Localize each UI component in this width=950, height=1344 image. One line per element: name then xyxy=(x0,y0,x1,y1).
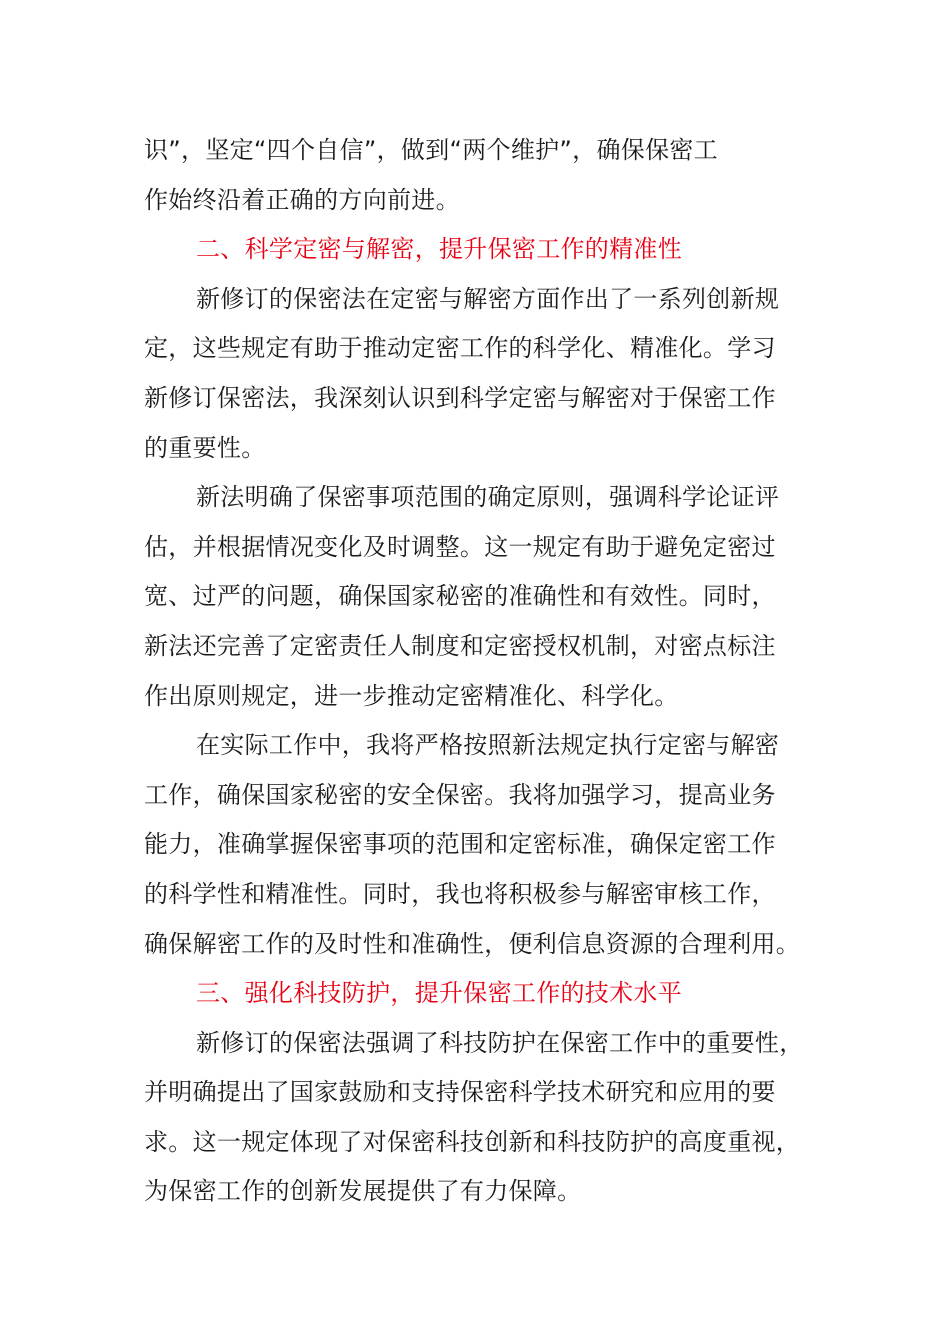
text-line: 的科学性和精准性。同时，我也将积极参与解密审核工作， xyxy=(144,879,776,908)
paragraph-start: 新修订的保密法强调了科技防护在保密工作中的重要性， xyxy=(196,1028,804,1057)
text-line: 定，这些规定有助于推动定密工作的科学化、精准化。学习 xyxy=(144,334,776,363)
text-line: 为保密工作的创新发展提供了有力保障。 xyxy=(144,1177,582,1206)
text-line: 并明确提出了国家鼓励和支持保密科学技术研究和应用的要 xyxy=(144,1078,776,1107)
text-line: 新法还完善了定密责任人制度和定密授权机制，对密点标注 xyxy=(144,631,776,660)
section-heading-2: 二、科学定密与解密，提升保密工作的精准性 xyxy=(196,235,682,264)
text-line: 确保解密工作的及时性和准确性，便利信息资源的合理利用。 xyxy=(144,929,801,958)
text-line: 能力，准确掌握保密事项的范围和定密标准，确保定密工作 xyxy=(144,830,776,859)
text-line: 作始终沿着正确的方向前进。 xyxy=(144,185,460,214)
text-line: 的重要性。 xyxy=(144,433,266,462)
text-line: 识”，坚定“四个自信”，做到“两个维护”，确保保密工 xyxy=(144,136,718,164)
text-line: 估，并根据情况变化及时调整。这一规定有助于避免定密过 xyxy=(144,532,776,561)
text-line: 作出原则规定，进一步推动定密精准化、科学化。 xyxy=(144,681,679,710)
text-line: 工作，确保国家秘密的安全保密。我将加强学习，提高业务 xyxy=(144,780,776,809)
text-line: 宽、过严的问题，确保国家秘密的准确性和有效性。同时， xyxy=(144,582,776,611)
text-line: 求。这一规定体现了对保密科技创新和科技防护的高度重视， xyxy=(144,1127,801,1156)
paragraph-start: 新法明确了保密事项范围的确定原则，强调科学论证评 xyxy=(196,483,780,512)
text-line: 新修订保密法，我深刻认识到科学定密与解密对于保密工作 xyxy=(144,383,776,412)
document-page xyxy=(144,126,810,1217)
section-heading-3: 三、强化科技防护，提升保密工作的技术水平 xyxy=(196,979,682,1008)
paragraph-start: 在实际工作中，我将严格按照新法规定执行定密与解密 xyxy=(196,731,780,760)
paragraph-start: 新修订的保密法在定密与解密方面作出了一系列创新规 xyxy=(196,284,780,313)
